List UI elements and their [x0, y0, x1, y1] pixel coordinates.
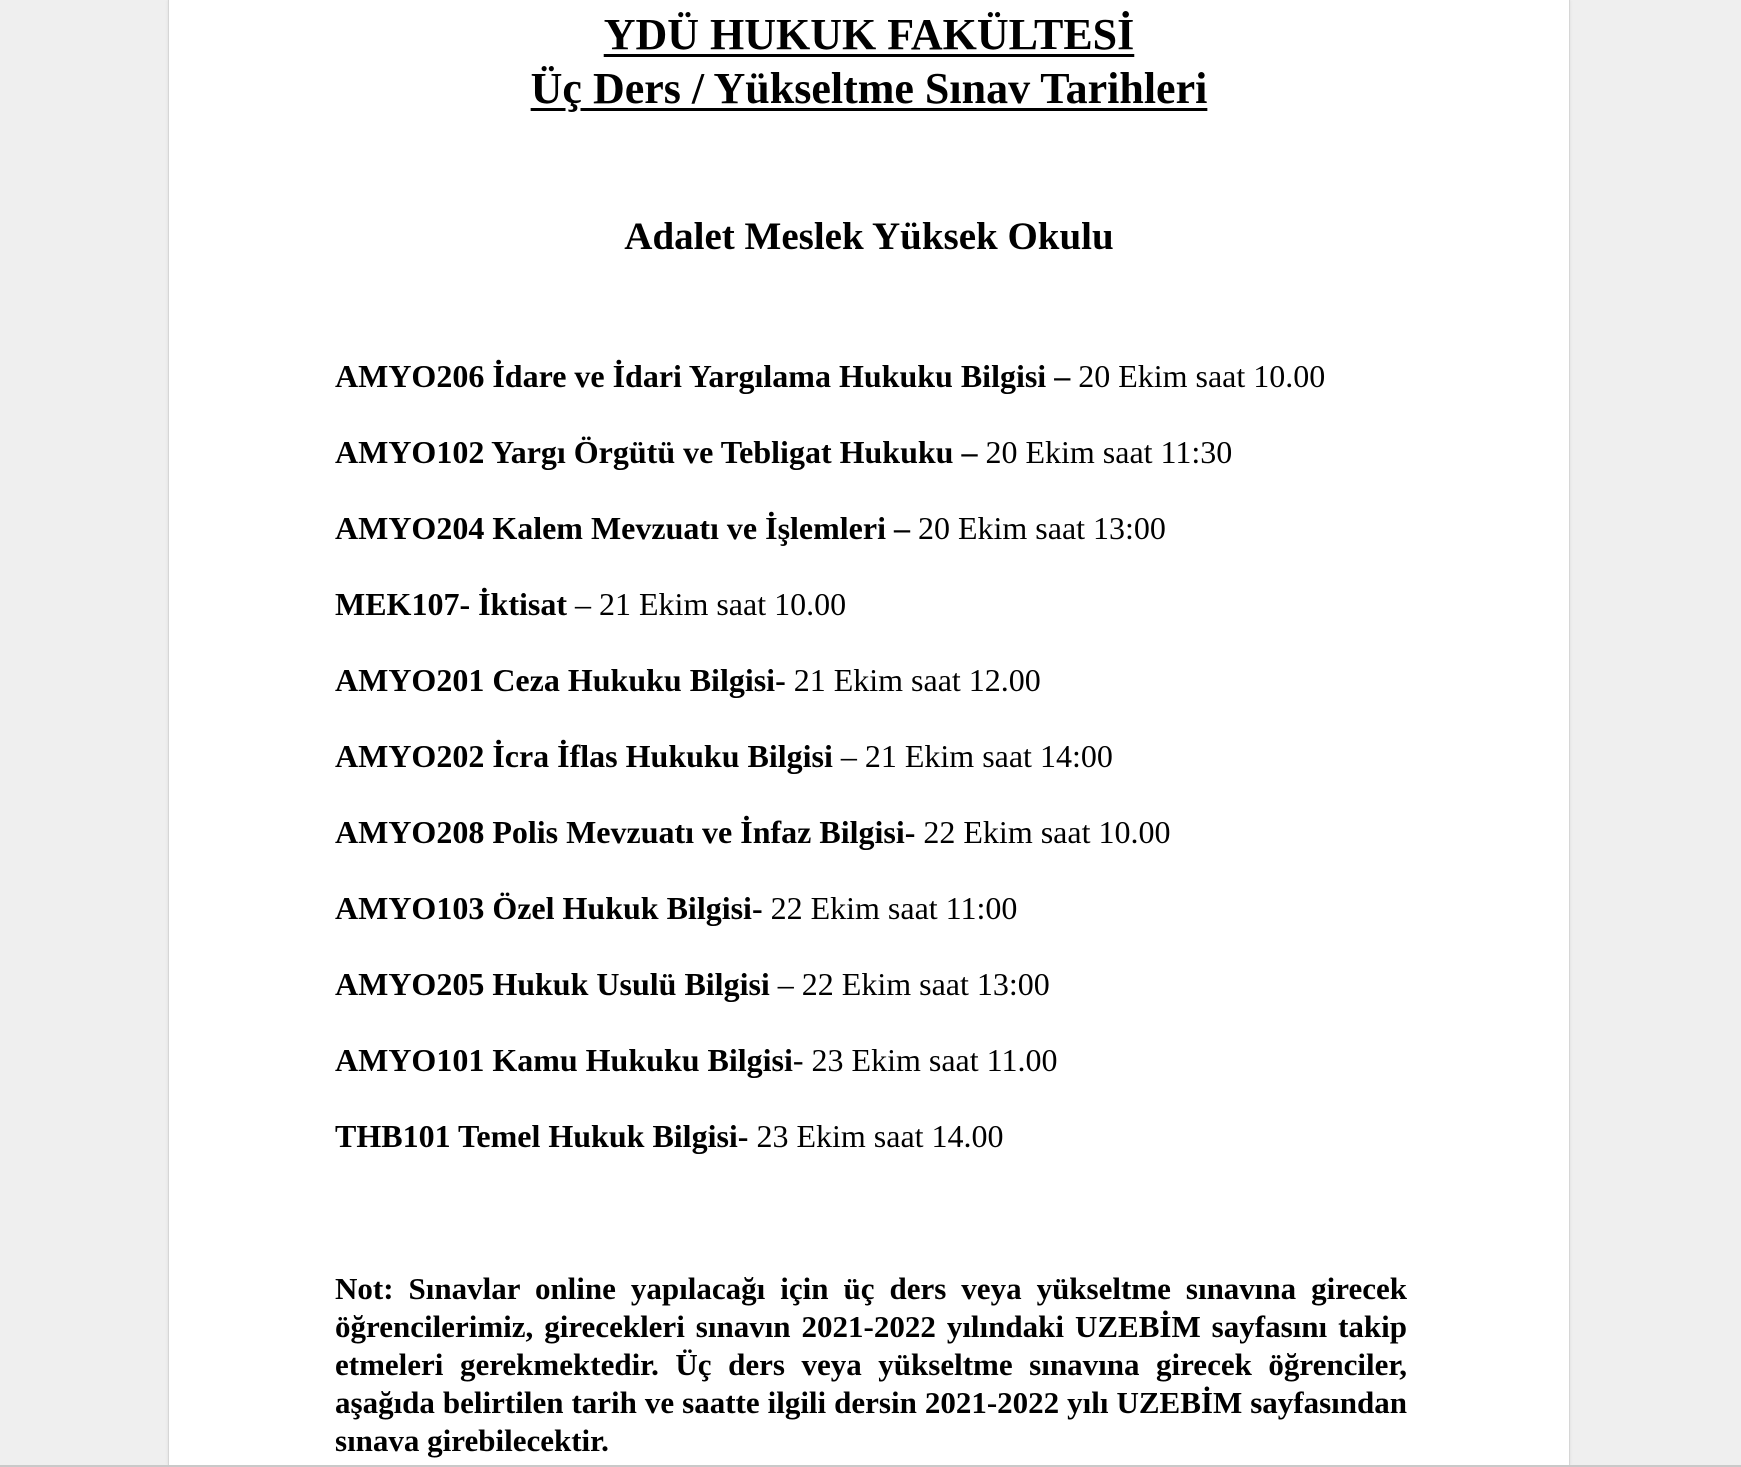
- exam-time: - 23 Ekim saat 11.00: [792, 1042, 1058, 1078]
- exam-time: – 21 Ekim saat 14:00: [832, 738, 1113, 774]
- list-item: [335, 964, 1325, 1040]
- list-item: [335, 356, 1325, 432]
- list-item: [335, 1116, 1325, 1192]
- exam-course: THB101 Temel Hukuk Bilgisi-: [335, 1118, 749, 1154]
- list-item: [335, 812, 1325, 888]
- exam-course: AMYO204 Kalem Mevzuatı ve İşlemleri –: [335, 510, 910, 546]
- exam-time: 22 Ekim saat 10.00: [915, 814, 1171, 850]
- exam-time: 22 Ekim saat 11:00: [762, 890, 1018, 926]
- school-heading: Adalet Meslek Yüksek Okulu: [624, 215, 1114, 258]
- exam-course: AMYO102 Yargı Örgütü ve Tebligat Hukuku –: [335, 434, 978, 470]
- exam-course: AMYO208 Polis Mevzuatı ve İnfaz Bilgisi-: [335, 814, 916, 850]
- exam-course: AMYO103 Özel Hukuk Bilgisi-: [335, 890, 763, 926]
- exam-schedule-list: [335, 356, 1325, 1192]
- document-title: YDÜ HUKUK FAKÜLTESİ: [603, 10, 1135, 59]
- exam-time: – 22 Ekim saat 13:00: [769, 966, 1050, 1002]
- exam-course: AMYO206 İdare ve İdari Yargılama Hukuku Bilgisi –: [335, 358, 1071, 394]
- exam-time: 20 Ekim saat 10.00: [1070, 358, 1326, 394]
- exam-course: AMYO101 Kamu Hukuku Bilgisi: [335, 1042, 793, 1078]
- exam-time: 20 Ekim saat 11:30: [977, 434, 1233, 470]
- exam-time: 21 Ekim saat 12.00: [785, 662, 1041, 698]
- exam-course: MEK107- İktisat: [335, 586, 567, 622]
- document-title-line-2: Üç Ders / Yükseltme Sınav Tarihleri: [530, 64, 1208, 113]
- list-item: [335, 888, 1325, 964]
- exam-time: – 21 Ekim saat 10.00: [567, 586, 847, 622]
- exam-course: AMYO205 Hukuk Usulü Bilgisi: [335, 966, 770, 1002]
- list-item: [335, 432, 1325, 508]
- exam-time: 20 Ekim saat 13:00: [909, 510, 1166, 546]
- list-item: [335, 584, 1325, 660]
- exam-course: AMYO202 İcra İflas Hukuku Bilgisi: [335, 738, 833, 774]
- list-item: [335, 1040, 1325, 1116]
- list-item: [335, 736, 1325, 812]
- exam-time: 23 Ekim saat 14.00: [748, 1118, 1004, 1154]
- note-paragraph: Not: Sınavlar online yapılacağı için üç ders veya yükseltme sınavına girecek öğrencilerimiz, girecekleri sınavın 2021-2022 yılındaki UZEBİM sayfasını takip etmeleri gerekmektedir. Üç ders veya yükseltme sınavına girecek öğrenciler, aşağıda belirtilen tarih ve saatte ilgili dersin 2021-2022 yılı UZEBİM sayfasından sınava girebilecektir.: [335, 1271, 1407, 1458]
- exam-course: AMYO201 Ceza Hukuku Bilgisi-: [335, 662, 786, 698]
- list-item: [335, 660, 1325, 736]
- list-item: [335, 508, 1325, 584]
- document-page: [168, 0, 1570, 1465]
